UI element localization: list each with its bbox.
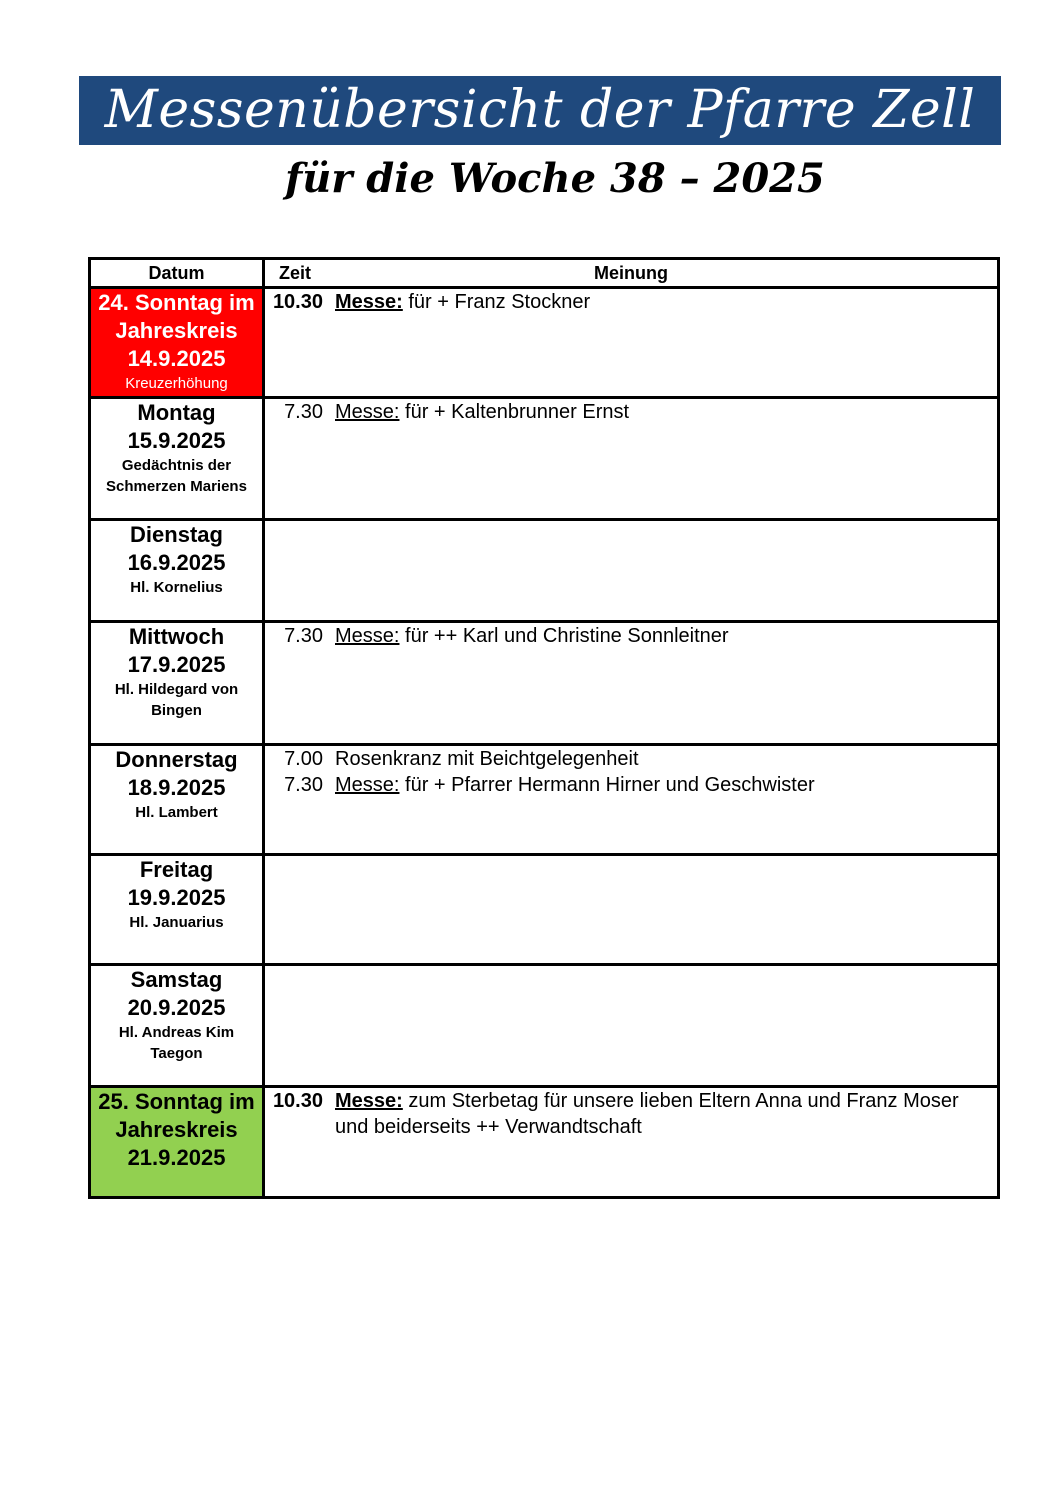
table-row (90, 745, 999, 855)
table-row (90, 965, 999, 1087)
table-row (90, 855, 999, 965)
entry-text (323, 1088, 997, 1140)
table-row (90, 1087, 999, 1198)
day-date: 15.9.2025 (127, 428, 226, 453)
entries-cell (264, 398, 999, 520)
table-row (90, 288, 999, 398)
column-header-datum: Datum (90, 259, 264, 288)
table-row (90, 398, 999, 520)
day-name: 24. Sonntag im Jahreskreis (98, 290, 255, 343)
column-header-zeit-meinung (264, 259, 999, 288)
entries-cell (264, 745, 999, 855)
day-name: 25. Sonntag im Jahreskreis (98, 1089, 255, 1142)
table-header-row (90, 259, 999, 288)
entry-text (323, 772, 997, 798)
day-date: 21.9.2025 (127, 1145, 226, 1170)
entry-intention: für ++ Karl und Christine Sonnleitner (405, 625, 729, 647)
saint-name: Hl. Januarius (129, 914, 224, 931)
day-name: Montag (137, 400, 216, 425)
entry-intention: für + Kaltenbrunner Ernst (405, 401, 630, 423)
entry-text: Rosenkranz mit Beichtgelegenheit (335, 748, 639, 770)
entry-type: Messe: (335, 625, 400, 647)
column-header-meinung: Meinung (594, 263, 668, 283)
day-name: Mittwoch (128, 624, 225, 649)
day-name: Donnerstag (115, 747, 238, 772)
entries-cell (264, 288, 999, 398)
entry-type: Messe: (335, 291, 403, 313)
entries-cell (264, 622, 999, 745)
day-name: Dienstag (130, 522, 223, 547)
page-title: Messenübersicht der Pfarre Zell (79, 76, 1001, 145)
entry-time: 7.30 (284, 774, 323, 796)
table-row (90, 622, 999, 745)
entry-intention: zum Sterbetag für unsere lieben Eltern Anna und Franz Moser und beiderseits ++ Verwandtschaft (335, 1090, 959, 1138)
entry-time: 7.00 (284, 748, 323, 770)
entry-text (323, 289, 997, 315)
day-date: 14.9.2025 (127, 346, 226, 371)
entry-time: 10.30 (272, 1090, 323, 1112)
day-date: 17.9.2025 (127, 652, 226, 677)
entry-time: 10.30 (272, 291, 323, 313)
mass-entry (265, 289, 997, 315)
entry-type: Messe: (335, 774, 400, 796)
entries-cell (264, 520, 999, 622)
feast-name: Kreuzerhöhung (125, 375, 228, 392)
date-cell (90, 520, 264, 622)
mass-schedule-table (88, 257, 1000, 1199)
entry-text (323, 623, 997, 649)
entry-intention: für + Franz Stockner (408, 291, 591, 313)
entry-time: 7.30 (284, 401, 323, 423)
date-cell (90, 622, 264, 745)
day-name: Freitag (139, 857, 214, 882)
date-cell (90, 745, 264, 855)
page-subtitle: für die Woche 38 – 2025 (285, 155, 825, 202)
entry-type: Messe: (335, 401, 400, 423)
date-cell (90, 288, 264, 398)
entries-cell (264, 855, 999, 965)
day-name: Samstag (130, 967, 223, 992)
mass-entry (265, 623, 997, 649)
entries-cell (264, 965, 999, 1087)
table-row (90, 520, 999, 622)
day-date: 18.9.2025 (127, 775, 226, 800)
date-cell (90, 1087, 264, 1198)
day-date: 16.9.2025 (127, 550, 226, 575)
entry-text (323, 399, 997, 425)
entry-time: 7.30 (284, 625, 323, 647)
date-cell (90, 855, 264, 965)
mass-entry (265, 399, 997, 425)
entry-type: Messe: (335, 1090, 403, 1112)
entry-intention: für + Pfarrer Hermann Hirner und Geschwister (405, 774, 815, 796)
date-cell (90, 965, 264, 1087)
day-date: 19.9.2025 (127, 885, 226, 910)
saint-name: Hl. Hildegard von Bingen (114, 681, 239, 719)
day-date: 20.9.2025 (127, 995, 226, 1020)
column-header-zeit: Zeit (279, 263, 312, 283)
mass-entry (265, 1088, 997, 1140)
date-cell (90, 398, 264, 520)
rosary-entry (265, 746, 997, 772)
saint-name: Hl. Lambert (135, 804, 218, 821)
saint-name: Gedächtnis der Schmerzen Mariens (106, 457, 247, 495)
saint-name: Hl. Andreas Kim Taegon (118, 1024, 235, 1062)
entries-cell (264, 1087, 999, 1198)
saint-name: Hl. Kornelius (130, 579, 223, 596)
mass-entry (265, 772, 997, 798)
